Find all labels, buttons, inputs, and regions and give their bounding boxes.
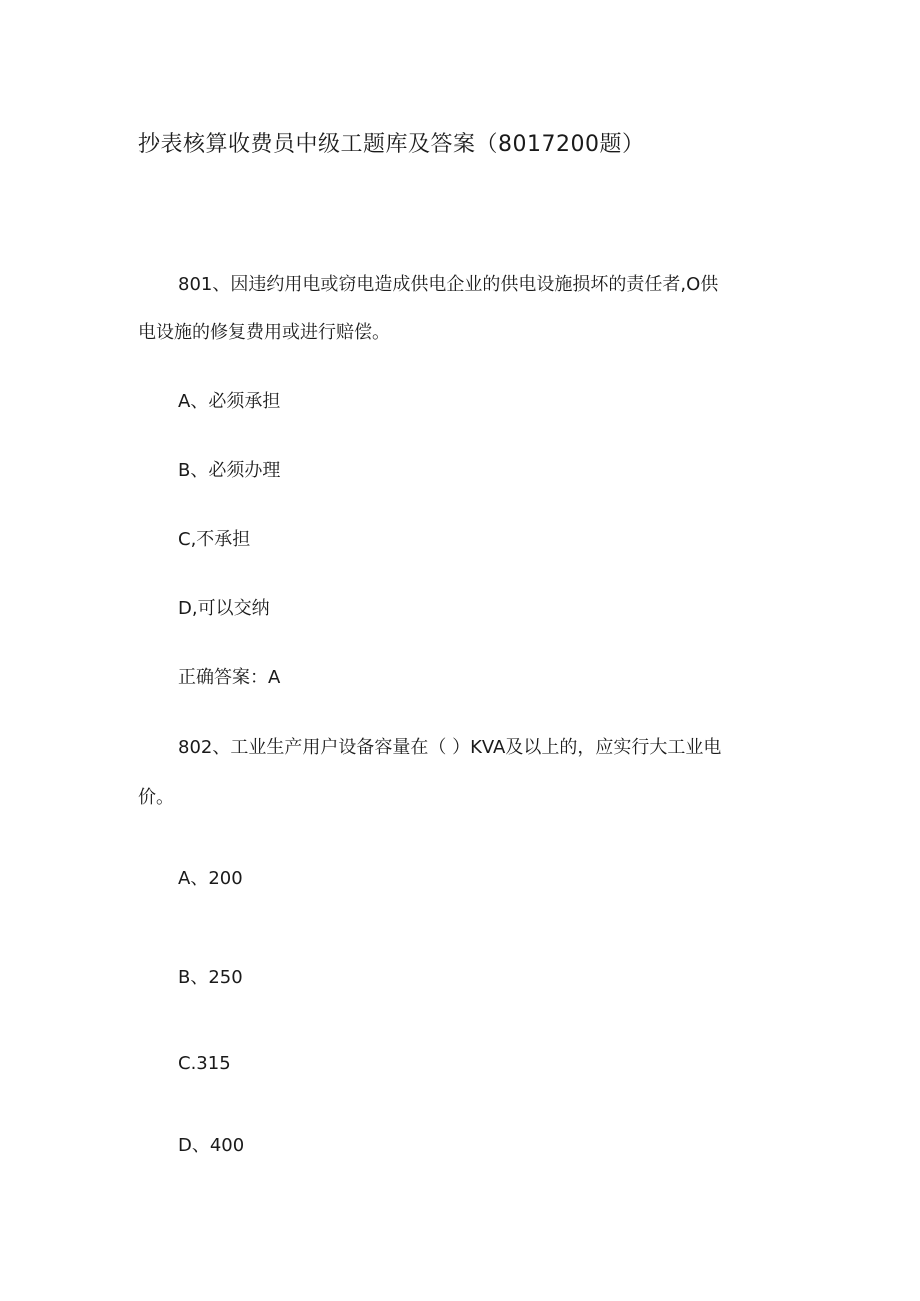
question-801-option-d: D,可以交纳: [178, 598, 270, 619]
question-802-stem-line1: 802、工业生产用户设备容量在（ ）KVA及以上的，应实行大工业电: [178, 737, 722, 758]
question-802-stem-line2: 价。: [138, 787, 174, 808]
question-802-option-d: D、400: [178, 1135, 245, 1156]
question-802-option-b: B、250: [178, 967, 243, 988]
question-802-option-c: C.315: [178, 1053, 231, 1074]
question-801-answer: 正确答案：A: [178, 667, 281, 688]
question-801-option-b: B、必须办理: [178, 460, 281, 481]
question-801-option-a: A、必须承担: [178, 391, 281, 412]
question-801-option-c: C,不承担: [178, 529, 251, 550]
question-801-stem-line2: 电设施的修复费用或进行赔偿。: [138, 322, 390, 343]
question-802-option-a: A、200: [178, 868, 243, 889]
question-801-stem-line1: 801、因违约用电或窃电造成供电企业的供电设施损坏的责任者,O供: [178, 274, 719, 295]
document-title: 抄表核算收费员中级工题库及答案（8017200题）: [138, 132, 645, 157]
